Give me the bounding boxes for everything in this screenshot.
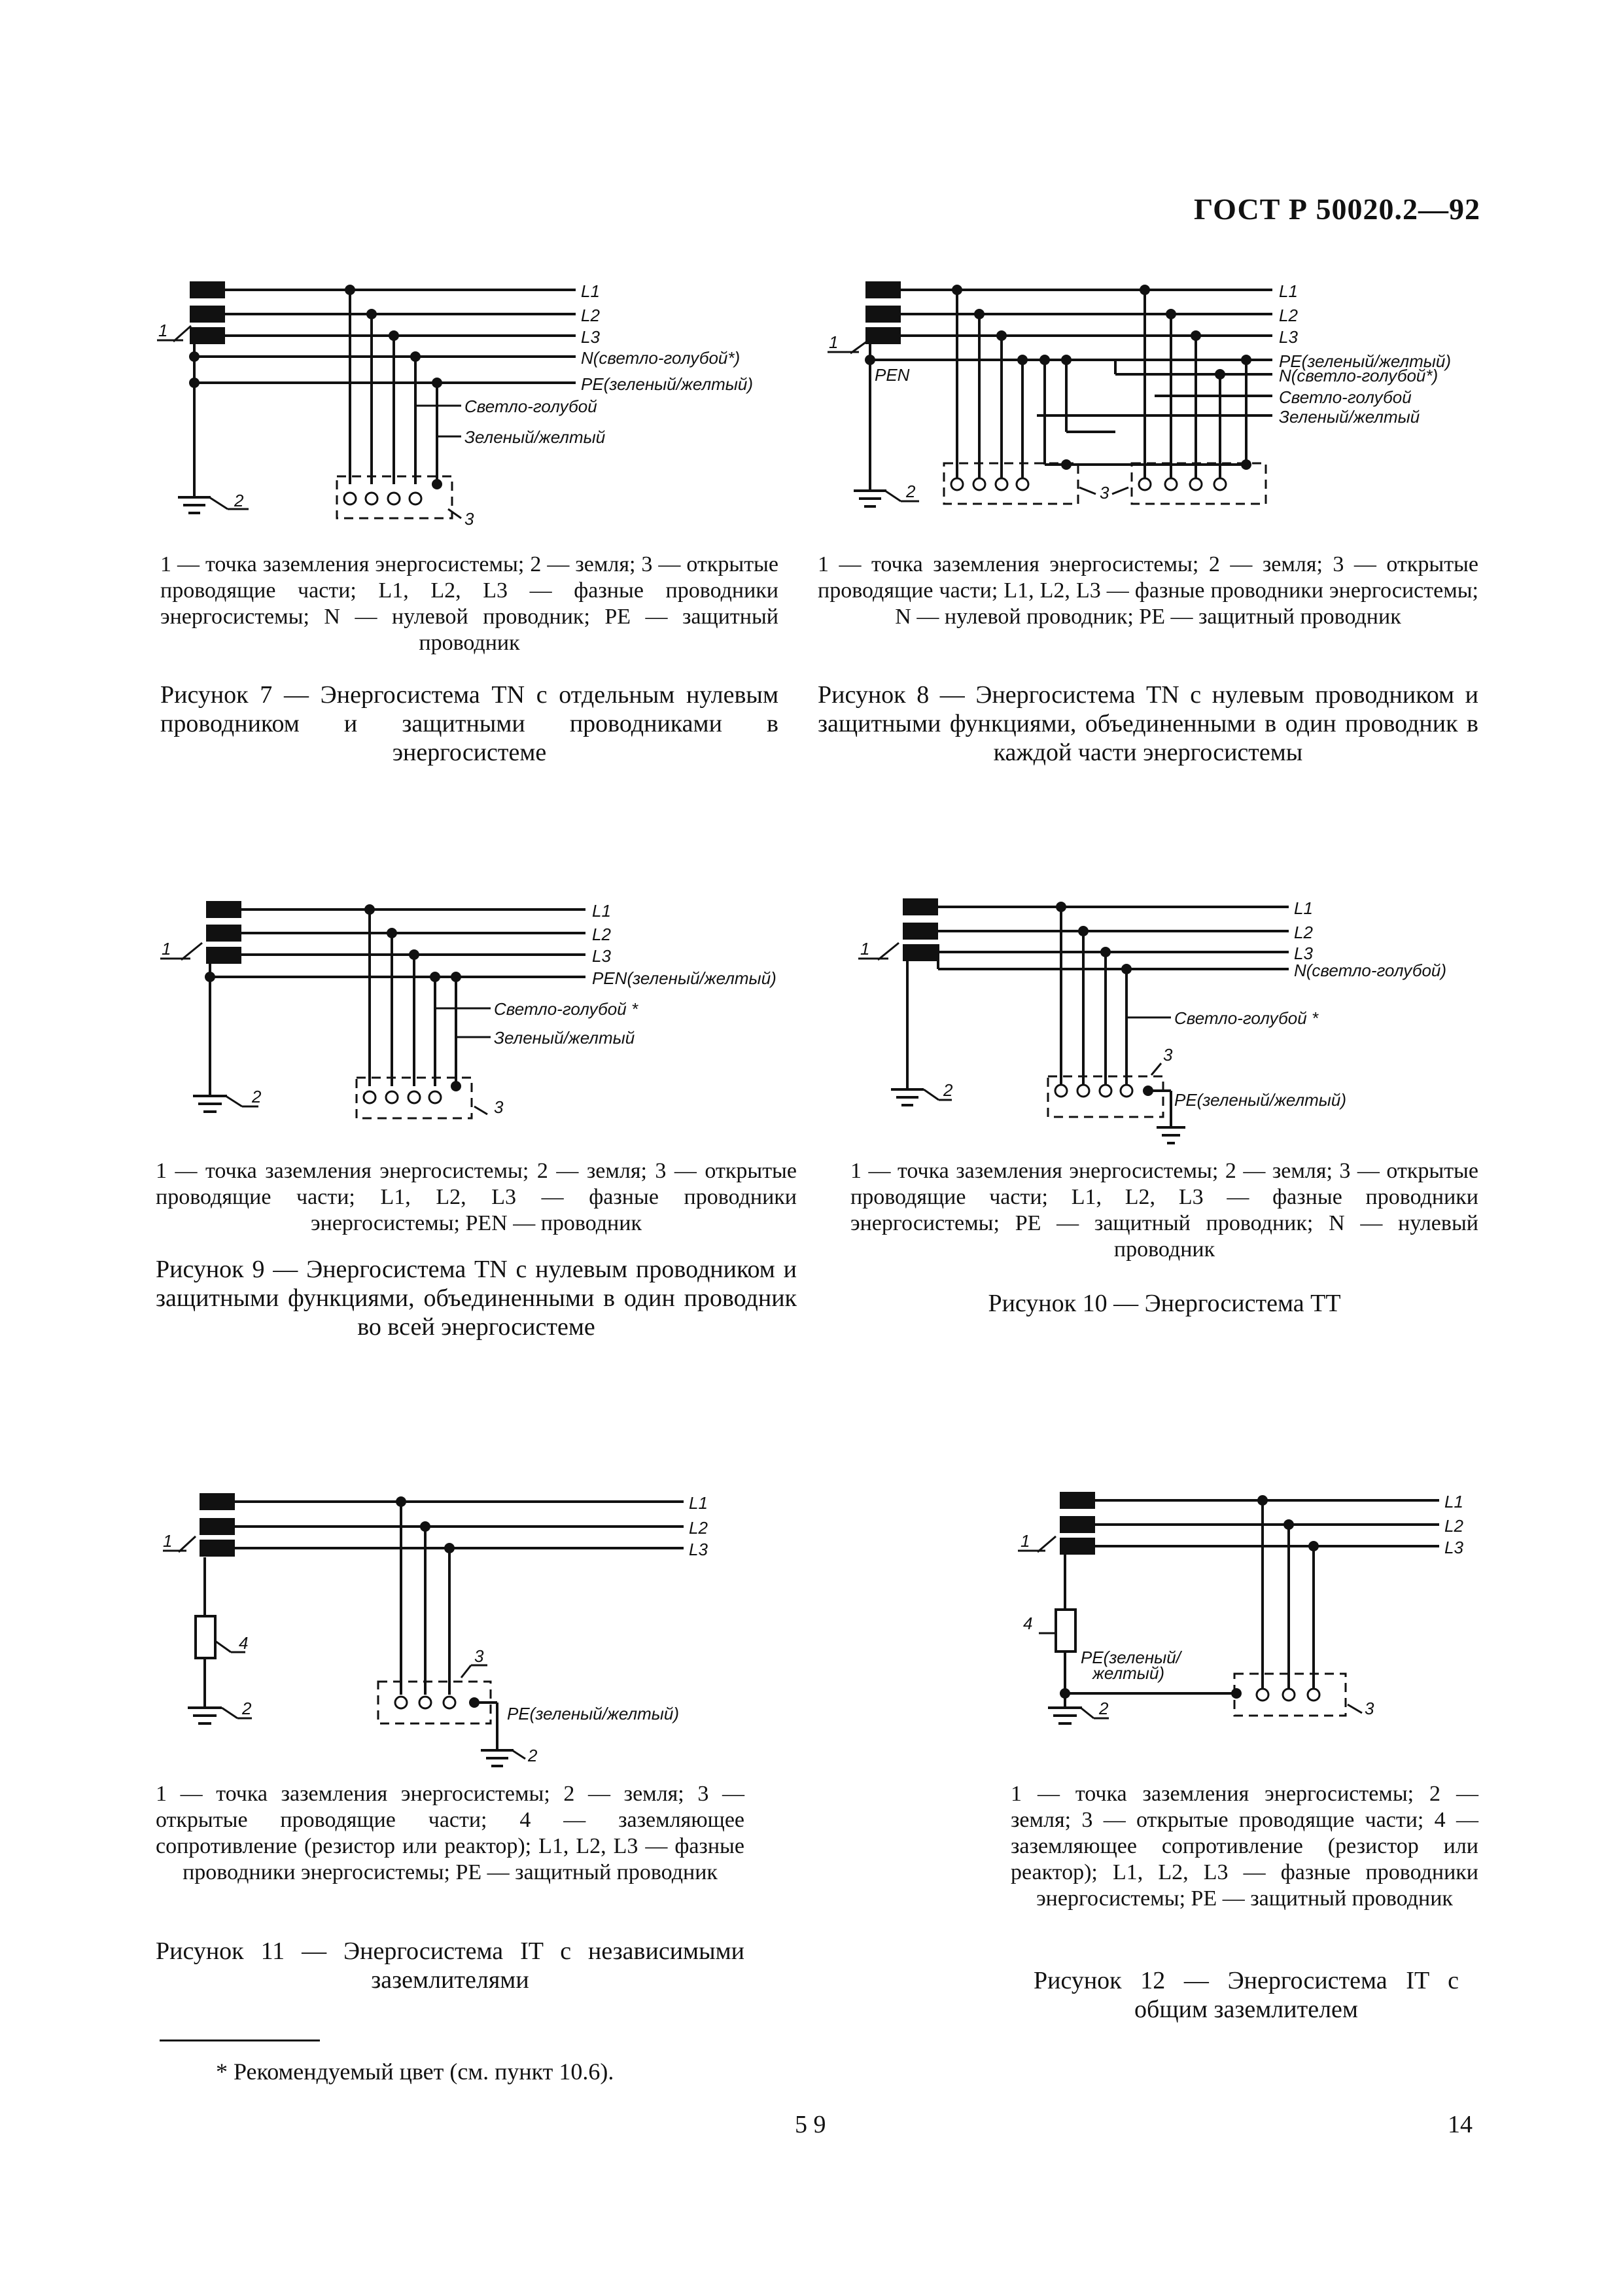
figure-8-caption: Рисунок 8 — Энергосистема TN с нулевым проводником и защитными функциями, объединенными в один проводник в каждой части энергосистемы (818, 681, 1478, 766)
label-color-2: Зеленый/желтый (494, 1028, 635, 1048)
marker-2b: 2 (528, 1746, 538, 1765)
marker-3: 3 (494, 1097, 504, 1117)
label-l2: L2 (1444, 1516, 1463, 1536)
marker-1: 1 (860, 939, 870, 959)
document-header: ГОСТ Р 50020.2—92 (1194, 192, 1480, 226)
marker-3: 3 (464, 509, 474, 529)
label-color-2: Зеленый/желтый (464, 427, 606, 447)
marker-1: 1 (158, 321, 168, 340)
marker-3: 3 (1365, 1699, 1374, 1718)
label-l1: L1 (1294, 898, 1313, 918)
earth-symbol (854, 491, 886, 506)
figure-10-legend: 1 — точка заземления энергосистемы; 2 — земля; 3 — открытые проводящие части; L1, L2, L3 — фазные проводники энергосистемы; PE — защитный проводник; N — нулевый проводник (850, 1159, 1478, 1262)
figure-9-caption: Рисунок 9 — Энергосистема TN с нулевым проводником и защитными функциями, объединенными в один проводник во всей энергосистеме (156, 1256, 797, 1341)
figure-7-diagram (150, 268, 778, 543)
marker-4: 4 (1023, 1614, 1033, 1633)
label-color-1: Светло-голубой (464, 397, 597, 416)
footnote-rule (160, 2040, 320, 2041)
marker-3: 3 (1163, 1045, 1173, 1065)
marker-4: 4 (239, 1633, 249, 1653)
figure-9-diagram (154, 887, 808, 1142)
earth-symbol (891, 1089, 924, 1105)
label-pe-line1: PE(зеленый/ (1081, 1648, 1181, 1667)
marker-2: 2 (234, 491, 244, 510)
label-l3: L3 (1444, 1538, 1463, 1557)
footnote: * Рекомендуемый цвет (см. пункт 10.6). (216, 2058, 614, 2085)
marker-2: 2 (252, 1087, 262, 1106)
label-l2: L2 (581, 306, 600, 325)
source-windings (190, 281, 225, 344)
figure-10-caption: Рисунок 10 — Энергосистема TT (988, 1290, 1341, 1317)
marker-2: 2 (943, 1080, 953, 1100)
marker-1: 1 (829, 332, 839, 352)
label-l2: L2 (592, 925, 611, 944)
figure-8-diagram (814, 268, 1482, 543)
label-l3: L3 (1279, 327, 1298, 347)
label-l3: L3 (592, 946, 611, 966)
marker-1: 1 (162, 939, 171, 959)
label-l1: L1 (581, 281, 600, 301)
label-color-1: Светло-голубой * (494, 999, 638, 1019)
label-n: N(светло-голубой*) (581, 348, 741, 368)
page-number-center: 5 9 (795, 2111, 826, 2138)
marker-2: 2 (906, 482, 916, 501)
label-l3: L3 (581, 327, 600, 347)
label-color-1: Светло-голубой * (1174, 1008, 1319, 1028)
marker-1: 1 (163, 1531, 173, 1551)
label-pe: PE(зеленый/желтый) (1279, 351, 1452, 371)
figure-11-legend: 1 — точка заземления энергосистемы; 2 — земля; 3 — открытые проводящие части; 4 — заземляющее сопротивление (резистор или реактор); L1, L2, L3 — фазные проводники энергосистемы; PE — защитный проводник (156, 1782, 744, 1884)
figure-12-legend: 1 — точка заземления энергосистемы; 2 — земля; 3 — открытые проводящие части; 4 — заземляющее сопротивление (резистор или реактор); L1, L2, L3 — фазные проводники энергосистемы; PE — защитный проводник (1011, 1782, 1478, 1911)
label-pen: PEN(зеленый/желтый) (592, 968, 777, 988)
label-n: N(светло-голубой*) (1279, 366, 1439, 385)
label-pe-line2: желтый) (1092, 1663, 1165, 1683)
figure-12-caption: Рисунок 12 — Энергосистема IT с общим заземлителем (1034, 1967, 1459, 2023)
label-l3: L3 (1294, 944, 1313, 963)
earth-symbol (193, 1096, 227, 1112)
label-l1: L1 (1444, 1492, 1463, 1511)
label-pe: PE(зеленый/желтый) (507, 1704, 680, 1723)
figure-8-legend: 1 — точка заземления энергосистемы; 2 — земля; 3 — открытые проводящие части; L1, L2, L3 — фазные проводники энергосистемы; N — нулевой проводник; PE — защитный проводник (818, 552, 1478, 629)
earth-symbol (188, 1708, 222, 1723)
label-l3: L3 (689, 1540, 708, 1559)
earth-symbol (178, 497, 211, 513)
marker-1: 1 (1021, 1531, 1030, 1551)
figure-7-legend: 1 — точка заземления энергосистемы; 2 — земля; 3 — открытые проводящие части; L1, L2, L3 — фазные проводники энергосистемы; N — нулевой проводник; PE — защитный проводник (160, 552, 778, 655)
figure-11-diagram (154, 1479, 808, 1786)
label-l1: L1 (689, 1493, 708, 1513)
figure-11-caption: Рисунок 11 — Энергосистема IT с независимыми заземлителями (156, 1937, 744, 1994)
page-number-right: 14 (1448, 2111, 1473, 2138)
marker-2: 2 (242, 1699, 252, 1718)
figure-12-diagram (1001, 1479, 1511, 1740)
marker-3: 3 (1100, 483, 1109, 503)
marker-2: 2 (1099, 1699, 1109, 1718)
label-l2: L2 (1279, 306, 1298, 325)
label-l1: L1 (592, 901, 611, 921)
label-color-2: Зеленый/желтый (1279, 407, 1420, 427)
label-pen: PEN (875, 365, 910, 385)
label-color-1: Светло-голубой (1279, 387, 1412, 407)
figure-10-diagram (844, 887, 1485, 1161)
label-l1: L1 (1279, 281, 1298, 301)
label-pe: PE(зеленый/желтый) (581, 374, 754, 394)
label-l2: L2 (689, 1518, 708, 1538)
label-n: N(светло-голубой) (1294, 961, 1447, 980)
earth-symbol (1048, 1708, 1082, 1723)
figure-7-caption: Рисунок 7 — Энергосистема TN с отдельным нулевым проводником и защитными проводниками в энергосистеме (160, 681, 778, 766)
marker-3: 3 (474, 1646, 484, 1666)
label-pe: PE(зеленый/желтый) (1174, 1090, 1347, 1110)
label-l2: L2 (1294, 923, 1313, 942)
figure-9-legend: 1 — точка заземления энергосистемы; 2 — земля; 3 — открытые проводящие части; L1, L2, L3 — фазные проводники энергосистемы; PEN — проводник (156, 1159, 797, 1235)
